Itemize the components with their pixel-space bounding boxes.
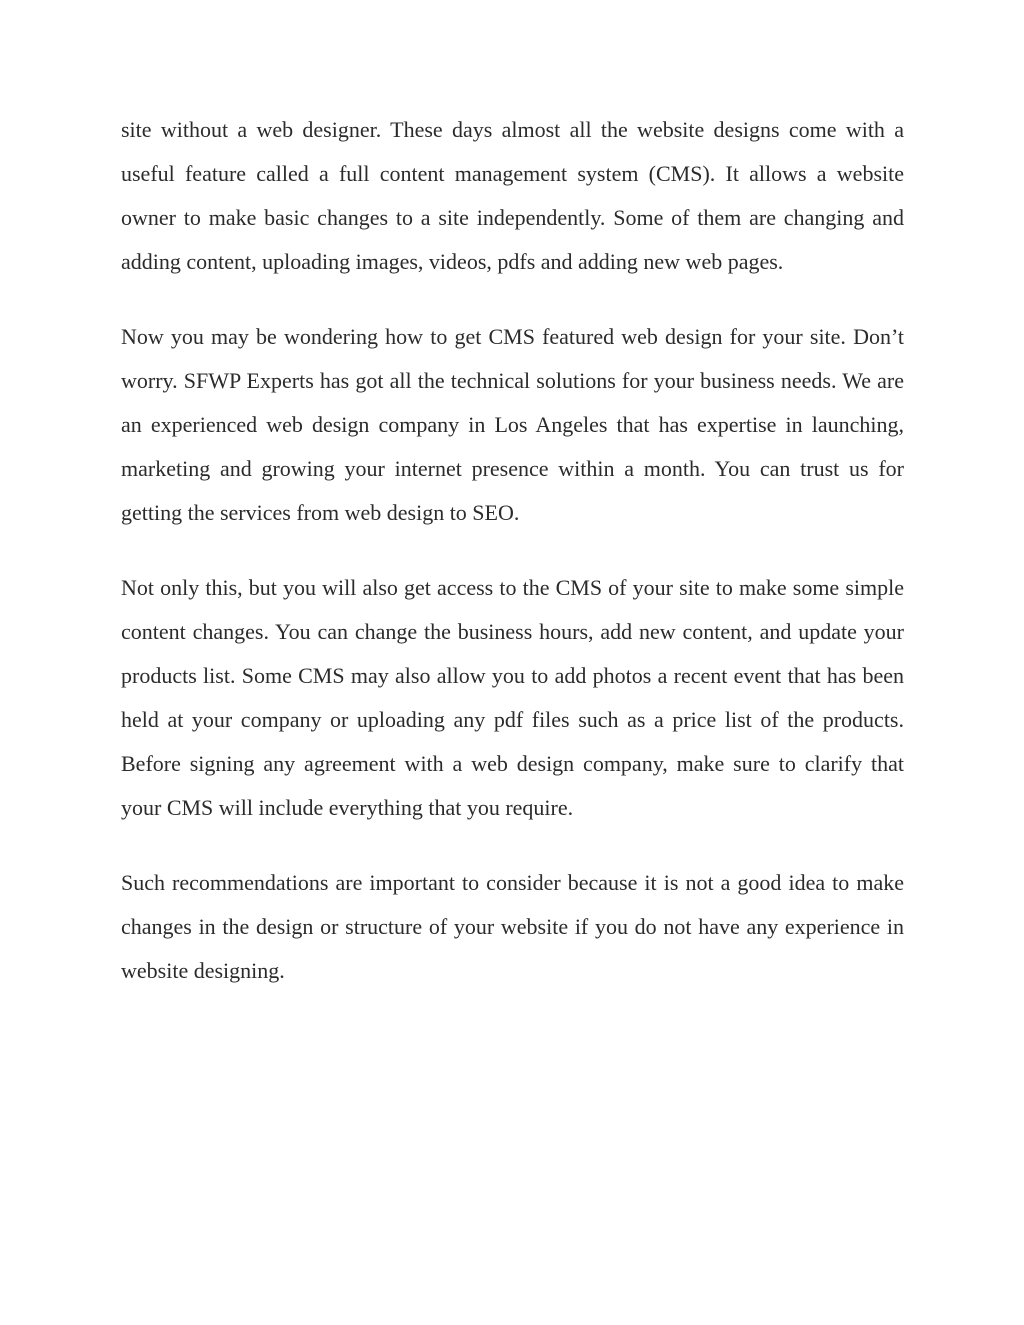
document-page [121,108,904,1024]
paragraph-1: site without a web designer. These days almost all the website designs come with a useful feature called a full content management system (CMS). It allows a website owner to make basic changes to a site independently. Some of them are changing and adding content, uploading images, videos, pdfs and adding new web pages. [121,117,904,274]
paragraph-3: Not only this, but you will also get access to the CMS of your site to make some simple content changes. You can change the business hours, add new content, and update your products list. Some CMS may also allow you to add photos a recent event that has been held at your company or uploading any pdf files such as a price list of the products. Before signing any agreement with a web design company, make sure to clarify that your CMS will include everything that you require. [121,575,904,820]
paragraph-2: Now you may be wondering how to get CMS featured web design for your site. Don’t worry. SFWP Experts has got all the technical solutions for your business needs. We are an experienced web design company in Los Angeles that has expertise in launching, marketing and growing your internet presence within a month. You can trust us for getting the services from web design to SEO. [121,324,904,525]
paragraph-4: Such recommendations are important to consider because it is not a good idea to make changes in the design or structure of your website if you do not have any experience in website designing. [121,870,904,983]
